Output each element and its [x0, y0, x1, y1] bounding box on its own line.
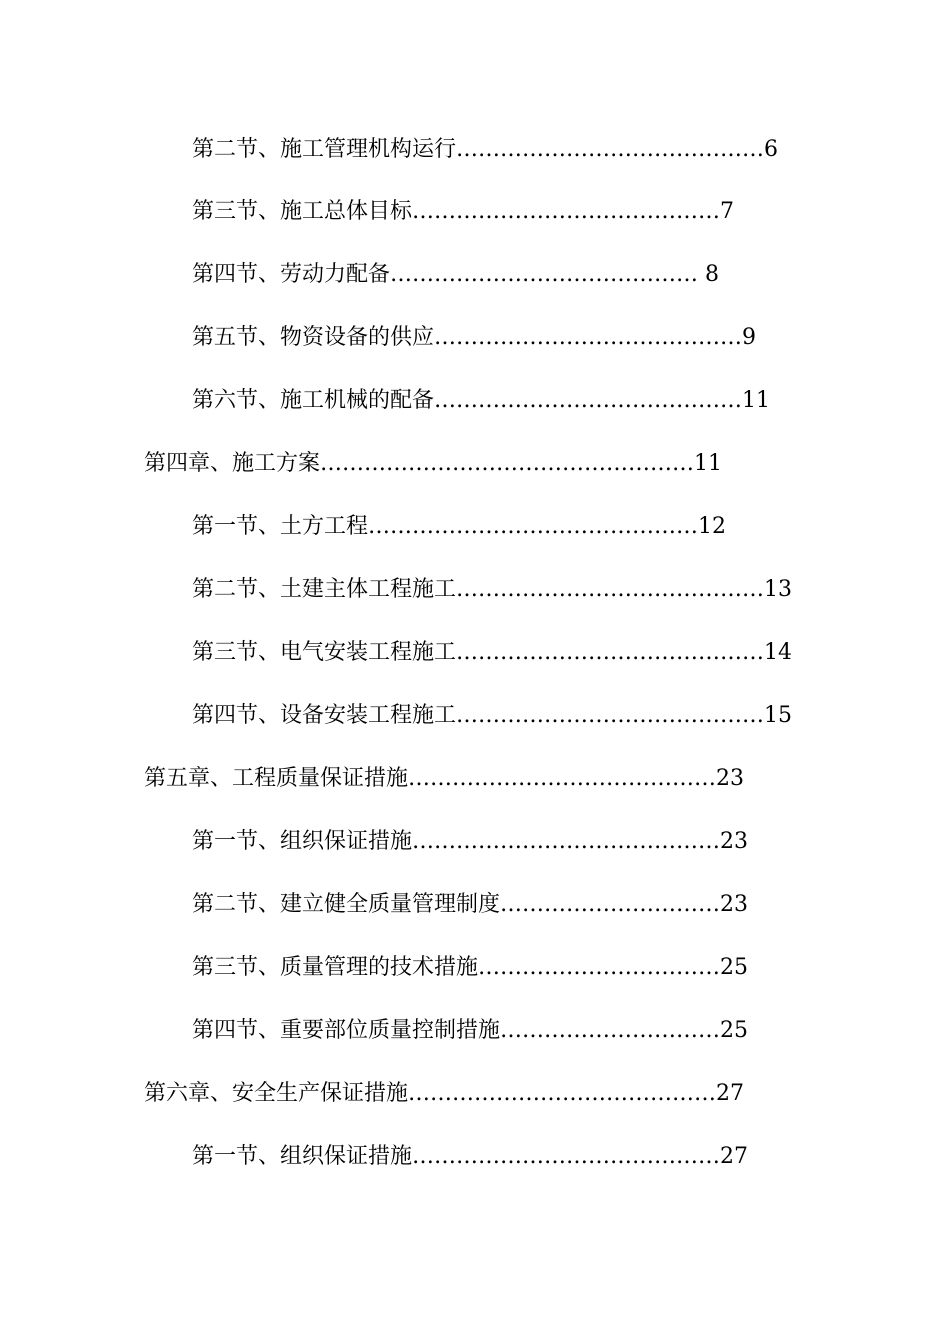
toc-leader-dots: ……………………………………	[456, 703, 765, 728]
toc-entry-title: 第二节、建立健全质量管理制度	[192, 892, 501, 917]
toc-entry[interactable]	[192, 889, 748, 921]
toc-leader-dots: ……………………………………	[412, 199, 721, 224]
toc-entry-title: 第三节、电气安装工程施工	[192, 640, 457, 665]
toc-leader-dots: ……………………………………	[434, 388, 743, 413]
toc-entry-title: 第五节、物资设备的供应	[192, 325, 435, 350]
toc-page-number: 7	[720, 199, 735, 224]
toc-entry[interactable]	[192, 134, 778, 166]
toc-leader-dots: ……………………………………………	[320, 451, 695, 476]
toc-leader-dots: ……………………………………	[412, 829, 721, 854]
toc-entry-title: 第四节、重要部位质量控制措施	[192, 1018, 501, 1043]
toc-leader-dots: ……………………………………	[456, 577, 765, 602]
toc-page-number: 11	[742, 388, 771, 413]
toc-leader-dots: ……………………………………	[434, 325, 743, 350]
toc-entry[interactable]	[192, 637, 792, 669]
toc-entry-title: 第四节、设备安装工程施工	[192, 703, 457, 728]
toc-page-number: 25	[720, 1018, 749, 1043]
toc-leader-dots: ……………………………………	[412, 1144, 721, 1169]
toc-page-number: 11	[694, 451, 723, 476]
toc-entry[interactable]	[192, 1141, 748, 1173]
toc-leader-dots: ……………………………	[478, 955, 721, 980]
toc-entry[interactable]	[192, 511, 726, 543]
toc-entry-title: 第三节、质量管理的技术措施	[192, 955, 479, 980]
toc-page-number: 13	[764, 577, 793, 602]
toc-page-number: 27	[720, 1144, 749, 1169]
toc-page-number: 12	[698, 514, 727, 539]
toc-page-number: 23	[716, 766, 745, 791]
toc-leader-dots: …………………………	[500, 1018, 721, 1043]
toc-page-number: 23	[720, 892, 749, 917]
toc-page-number: 23	[720, 829, 749, 854]
toc-leader-dots: ……………………………………	[456, 137, 765, 162]
toc-page-number: 15	[764, 703, 793, 728]
toc-entry[interactable]	[192, 952, 748, 984]
toc-leader-dots: ……………………………………	[408, 766, 717, 791]
toc-entry[interactable]	[192, 322, 756, 354]
toc-page-number: 25	[720, 955, 749, 980]
toc-entry-title: 第四节、劳动力配备	[192, 262, 391, 287]
toc-entry-title: 第四章、施工方案	[144, 451, 321, 476]
toc-entry-title: 第一节、组织保证措施	[192, 829, 413, 854]
toc-page-number: 9	[742, 325, 757, 350]
toc-leader-dots: …………………………	[500, 892, 721, 917]
toc-entry-title: 第六节、施工机械的配备	[192, 388, 435, 413]
toc-chapter-entry[interactable]	[144, 1078, 744, 1110]
toc-entry[interactable]	[192, 1015, 748, 1047]
toc-leader-dots: ……………………………………	[408, 1081, 717, 1106]
toc-page-number: 6	[764, 137, 779, 162]
toc-entry-title: 第二节、土建主体工程施工	[192, 577, 457, 602]
toc-page-number: 8	[698, 262, 720, 287]
toc-entry-title: 第一节、土方工程	[192, 514, 369, 539]
toc-page-number: 14	[764, 640, 793, 665]
toc-entry[interactable]	[192, 259, 719, 291]
toc-entry-title: 第三节、施工总体目标	[192, 199, 413, 224]
toc-entry[interactable]	[192, 700, 792, 732]
toc-entry-title: 第六章、安全生产保证措施	[144, 1081, 409, 1106]
toc-leader-dots: ……………………………………	[390, 262, 699, 287]
toc-chapter-entry[interactable]	[144, 763, 744, 795]
toc-entry-title: 第一节、组织保证措施	[192, 1144, 413, 1169]
toc-page-number: 27	[716, 1081, 745, 1106]
toc-entry[interactable]	[192, 826, 748, 858]
toc-entry[interactable]	[192, 574, 792, 606]
toc-entry-title: 第二节、施工管理机构运行	[192, 137, 457, 162]
toc-entry[interactable]	[192, 385, 770, 417]
toc-entry-title: 第五章、工程质量保证措施	[144, 766, 409, 791]
toc-chapter-entry[interactable]	[144, 448, 722, 480]
toc-leader-dots: ………………………………………	[368, 514, 699, 539]
toc-leader-dots: ……………………………………	[456, 640, 765, 665]
toc-entry[interactable]	[192, 196, 734, 228]
